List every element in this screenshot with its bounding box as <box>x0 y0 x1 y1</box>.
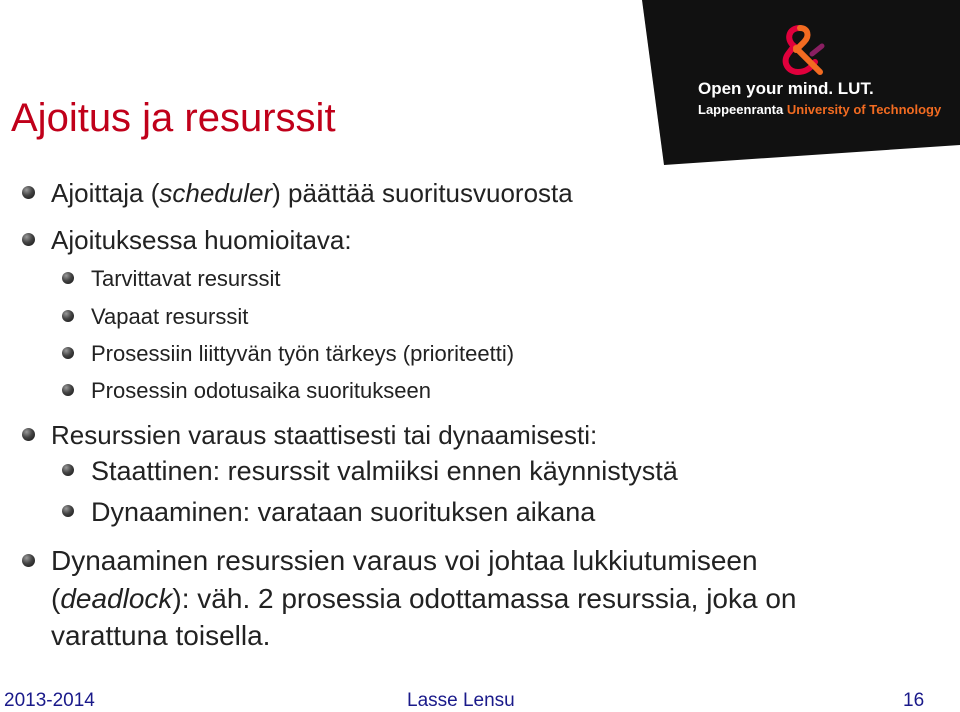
bullet-scheduler <box>51 178 573 209</box>
sub-bullet-item <box>91 456 678 487</box>
bullet-deadlock-line3 <box>51 620 270 652</box>
sub-bullet-item <box>91 378 431 404</box>
footer-author: Lasse Lensu <box>407 690 515 711</box>
bullet-text: Resurssien varaus staattisesti tai dynaamisesti: <box>51 420 598 450</box>
sub-bullet-item <box>91 304 248 330</box>
logo-city: Lappeenranta <box>698 102 787 117</box>
slide-title: Ajoitus ja resurssit <box>11 96 336 140</box>
bullet-emphasis: deadlock <box>60 583 173 614</box>
bullet-text: ): väh. 2 prosessia odottamassa resurssia, joka on <box>172 583 797 614</box>
bullet-reservation <box>51 420 597 451</box>
bullet-icon <box>62 272 74 284</box>
bullet-text: Ajoituksessa huomioitava: <box>51 225 352 255</box>
sub-bullet-item <box>91 266 281 292</box>
logo-university-name <box>698 102 941 117</box>
bullet-icon <box>22 186 35 199</box>
bullet-emphasis: scheduler <box>159 178 273 208</box>
bullet-icon <box>22 233 35 246</box>
lut-ampersand-logo-icon <box>778 24 826 76</box>
logo-slogan: Open your mind. LUT. <box>698 79 874 98</box>
footer-page-number: 16 <box>903 690 925 711</box>
bullet-considerations <box>51 225 352 256</box>
bullet-text: Ajoittaja ( <box>51 178 160 208</box>
bullet-icon <box>62 384 74 396</box>
bullet-text: Dynaaminen resurssien varaus voi johtaa lukkiutumiseen <box>51 545 758 576</box>
logo-university: University of Technology <box>786 102 942 117</box>
sub-bullet-text: Dynaaminen: varataan suorituksen aikana <box>91 497 596 527</box>
bullet-icon <box>22 554 35 567</box>
bullet-deadlock <box>51 545 758 577</box>
bullet-text: ) päättää suoritusvuorosta <box>272 178 573 208</box>
bullet-icon <box>62 464 74 476</box>
sub-bullet-text: Vapaat resurssit <box>91 304 249 329</box>
sub-bullet-text: Prosessiin liittyvän työn tärkeys (prioriteetti) <box>91 341 515 366</box>
sub-bullet-text: Tarvittavat resurssit <box>91 266 281 291</box>
bullet-text: ( <box>51 583 61 614</box>
bullet-icon <box>62 347 74 359</box>
sub-bullet-item <box>91 341 514 367</box>
sub-bullet-item <box>91 497 595 528</box>
bullet-deadlock-line2 <box>51 583 797 615</box>
bullet-icon <box>22 428 35 441</box>
footer-year: 2013-2014 <box>4 690 95 711</box>
sub-bullet-text: Prosessin odotusaika suoritukseen <box>91 378 431 403</box>
bullet-icon <box>62 505 74 517</box>
bullet-text: varattuna toisella. <box>51 620 271 651</box>
sub-bullet-text: Staattinen: resurssit valmiiksi ennen käynnistystä <box>91 456 678 486</box>
bullet-icon <box>62 310 74 322</box>
